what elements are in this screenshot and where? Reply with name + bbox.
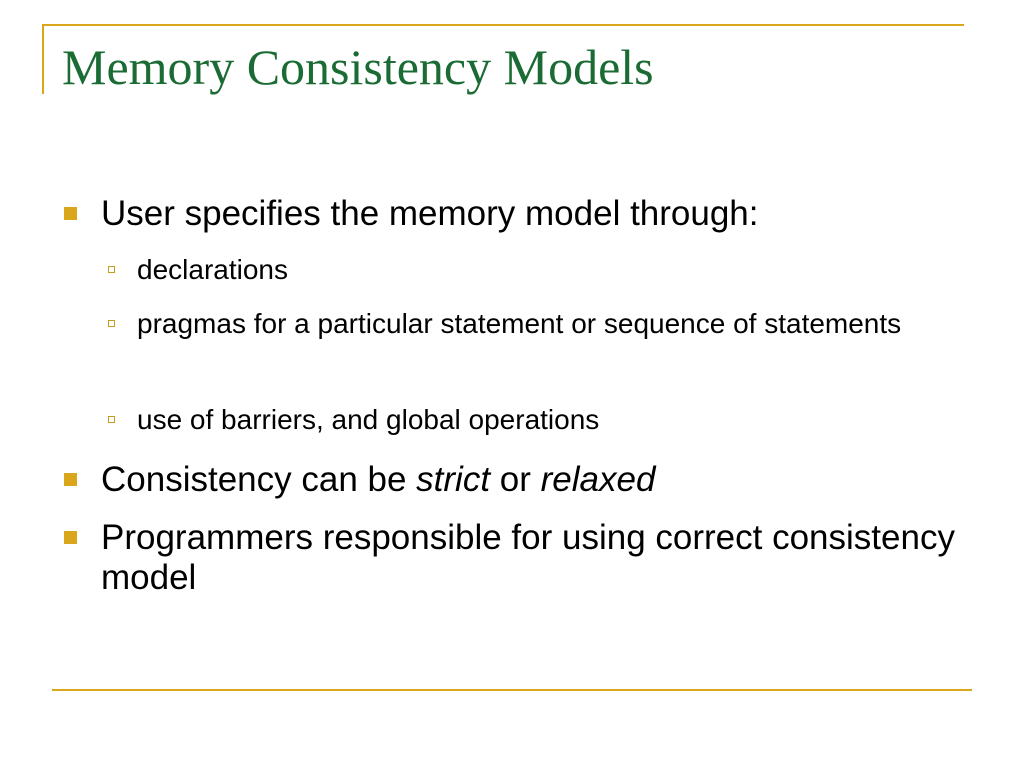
emphasis-relaxed: relaxed xyxy=(540,460,656,499)
emphasis-strict: strict xyxy=(416,460,491,499)
subbullet-barriers xyxy=(137,399,927,441)
subbullet-text: pragmas for a particular statement or sequence of statements xyxy=(137,308,902,339)
hollow-square-bullet-icon xyxy=(108,416,115,423)
bullet-text: User specifies the memory model through: xyxy=(101,194,759,233)
bullet-user-specifies xyxy=(101,194,759,234)
subbullet-pragmas xyxy=(137,303,977,345)
square-bullet-icon xyxy=(64,473,77,486)
hollow-square-bullet-icon xyxy=(108,320,115,327)
subbullet-text: declarations xyxy=(137,254,288,285)
bullet-text-part: or xyxy=(490,460,541,499)
bullet-text: Programmers responsible for using correct consistency model xyxy=(101,518,955,597)
square-bullet-icon xyxy=(64,531,77,544)
bullet-consistency xyxy=(101,460,655,500)
bullet-programmers xyxy=(101,518,961,598)
square-bullet-icon xyxy=(64,207,77,220)
slide-title: Memory Consistency Models xyxy=(62,39,654,95)
bullet-text-part: Consistency can be xyxy=(101,460,417,499)
subbullet-text: use of barriers, and global operations xyxy=(137,404,600,435)
subbullet-declarations xyxy=(137,249,927,291)
bottom-rule xyxy=(52,689,972,691)
hollow-square-bullet-icon xyxy=(108,266,115,273)
